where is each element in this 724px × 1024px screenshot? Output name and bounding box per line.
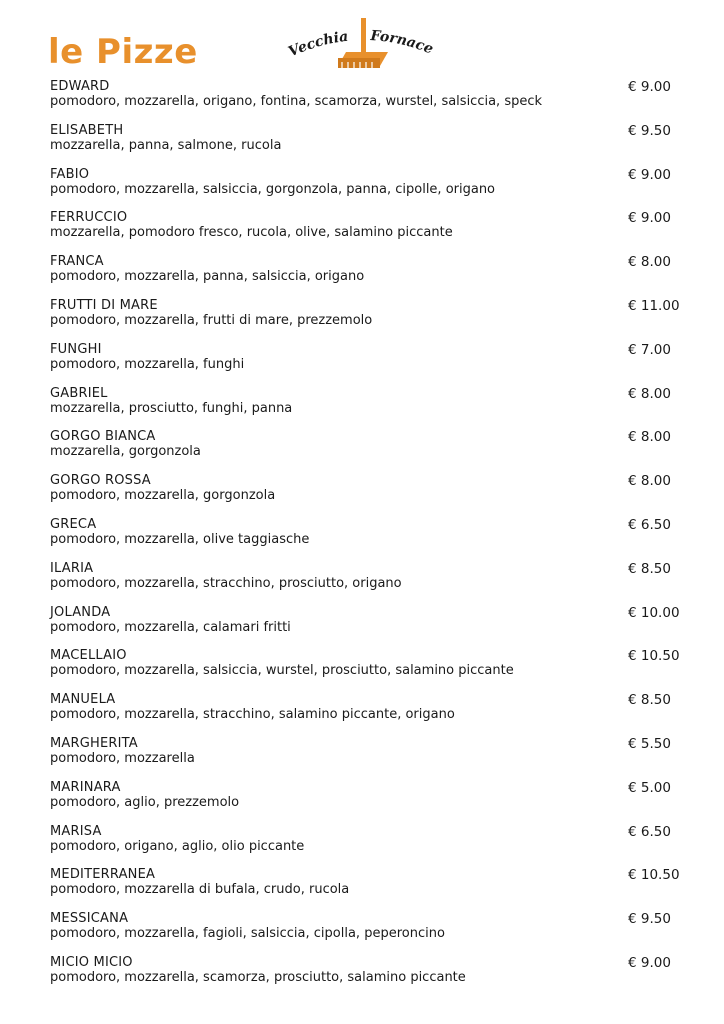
pizza-price: € 5.00 [628, 779, 671, 796]
vecchia-fornace-logo [284, 14, 444, 76]
pizza-ingredients: pomodoro, mozzarella, gorgonzola [50, 488, 276, 504]
menu-item [50, 167, 690, 211]
pizza-price: € 9.50 [628, 122, 671, 139]
pizza-ingredients: pomodoro, mozzarella di bufala, crudo, rucola [50, 882, 350, 898]
pizza-ingredients: pomodoro, mozzarella, funghi [50, 356, 245, 372]
pizza-name: JOLANDA [50, 604, 111, 620]
pizza-price: € 10.00 [628, 604, 680, 621]
pizza-name: ELISABETH [50, 122, 124, 138]
pizza-price: € 8.00 [628, 385, 671, 402]
pizza-price: € 8.00 [628, 254, 671, 271]
pizza-name: MICIO MICIO [50, 954, 133, 970]
pizza-ingredients: pomodoro, mozzarella, calamari fritti [50, 619, 291, 635]
pizza-price: € 6.50 [628, 823, 671, 840]
pizza-ingredients: pomodoro, mozzarella, salsiccia, wurstel, prosciutto, salamino piccante [50, 663, 514, 679]
pizza-name: EDWARD [50, 79, 110, 94]
pizza-name: GORGO BIANCA [50, 429, 156, 445]
menu-item [50, 780, 690, 824]
pizza-ingredients: pomodoro, mozzarella, origano, fontina, scamorza, wurstel, salsiccia, speck [50, 94, 543, 109]
pizza-price: € 9.00 [628, 210, 671, 227]
pizza-price: € 9.00 [628, 166, 671, 183]
pizza-price: € 11.00 [628, 297, 680, 314]
pizza-name: MEDITERRANEA [50, 867, 156, 883]
pizza-name: MACELLAIO [50, 648, 127, 664]
pizza-ingredients: pomodoro, mozzarella, salsiccia, gorgonzola, panna, cipolle, origano [50, 181, 496, 197]
pizza-ingredients: pomodoro, aglio, prezzemolo [50, 794, 240, 810]
menu-item [50, 605, 690, 649]
menu-item [50, 648, 690, 692]
menu-item [50, 210, 690, 254]
menu-item [50, 911, 690, 955]
pizza-price: € 10.50 [628, 867, 680, 884]
pizza-price: € 6.50 [628, 516, 671, 533]
pizza-name: MARINARA [50, 779, 121, 795]
pizza-name: GABRIEL [50, 385, 108, 401]
page-title: le Pizze [48, 32, 198, 72]
pizza-name: FRUTTI DI MARE [50, 297, 158, 313]
pizza-ingredients: pomodoro, mozzarella, olive taggiasche [50, 531, 310, 547]
pizza-ingredients: pomodoro, mozzarella, stracchino, salamino piccante, origano [50, 707, 455, 723]
pizza-ingredients: mozzarella, panna, salmone, rucola [50, 137, 282, 153]
pizza-price: € 8.50 [628, 692, 671, 709]
menu-item [50, 955, 690, 999]
menu-item [50, 254, 690, 298]
chimney-shape [361, 18, 366, 52]
pizza-ingredients: pomodoro, mozzarella, panna, salsiccia, origano [50, 269, 365, 285]
menu-item [50, 429, 690, 473]
pizza-ingredients: pomodoro, mozzarella, stracchino, prosciutto, origano [50, 575, 402, 591]
pizza-ingredients: pomodoro, mozzarella, frutti di mare, prezzemolo [50, 312, 373, 328]
pizza-price: € 9.00 [628, 79, 671, 95]
pizza-price: € 5.50 [628, 735, 671, 752]
pizza-name: FABIO [50, 166, 90, 182]
pizza-name: FRANCA [50, 254, 104, 270]
menu-item [50, 123, 690, 167]
menu-item [50, 561, 690, 605]
pizza-price: € 9.00 [628, 954, 671, 971]
pizza-price: € 10.50 [628, 648, 680, 665]
pizza-ingredients: mozzarella, pomodoro fresco, rucola, olive, salamino piccante [50, 225, 453, 241]
pizza-price: € 8.00 [628, 429, 671, 446]
pizza-name: MARGHERITA [50, 735, 138, 751]
pizza-name: FUNGHI [50, 341, 102, 357]
menu-item [50, 386, 690, 430]
pizza-price: € 7.00 [628, 341, 671, 358]
pizza-ingredients: mozzarella, gorgonzola [50, 444, 201, 460]
menu-item [50, 79, 690, 123]
pizza-menu-list [50, 79, 690, 999]
pizza-price: € 8.00 [628, 473, 671, 490]
pizza-name: GORGO ROSSA [50, 473, 151, 489]
logo-word-fornace: Fornace [370, 28, 436, 58]
pizza-name: MARISA [50, 823, 102, 839]
menu-item [50, 517, 690, 561]
pizza-name: GRECA [50, 516, 97, 532]
pizza-name: FERRUCCIO [50, 210, 128, 226]
pizza-name: MANUELA [50, 692, 116, 708]
pizza-name: MESSICANA [50, 911, 129, 927]
menu-item [50, 473, 690, 517]
pizza-price: € 9.50 [628, 911, 671, 928]
menu-item [50, 298, 690, 342]
menu-item [50, 824, 690, 868]
pizza-ingredients: pomodoro, mozzarella, scamorza, prosciutto, salamino piccante [50, 969, 466, 985]
pizza-price: € 8.50 [628, 560, 671, 577]
menu-item [50, 692, 690, 736]
menu-item [50, 867, 690, 911]
logo-word-vecchia: Vecchia [286, 28, 350, 61]
kiln-logo-icon [284, 14, 444, 76]
menu-item [50, 736, 690, 780]
pizza-ingredients: mozzarella, prosciutto, funghi, panna [50, 400, 293, 416]
pizza-ingredients: pomodoro, mozzarella, fagioli, salsiccia, cipolla, peperoncino [50, 926, 445, 942]
pizza-ingredients: pomodoro, mozzarella [50, 750, 195, 766]
pizza-ingredients: pomodoro, origano, aglio, olio piccante [50, 838, 305, 854]
menu-item [50, 342, 690, 386]
kiln-body-shape [338, 58, 380, 68]
pizza-name: ILARIA [50, 560, 94, 576]
